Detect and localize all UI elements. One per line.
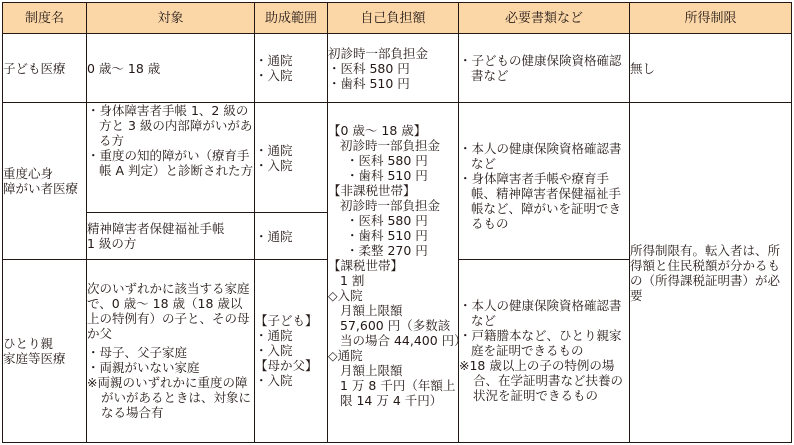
copay-line: ・歯科 510 円 — [328, 75, 410, 91]
child-medical-scope — [255, 34, 328, 103]
single-parent-scope: 【子ども】 ・通院 ・入院 【母か父】 ・入院 — [255, 259, 328, 442]
single-parent-documents — [459, 259, 630, 442]
scope-item: ・通院 — [255, 142, 293, 158]
copay-shared: 【0 歳～ 18 歳】 初診時一部負担金 ・医科 580 円 ・歯科 510 円 【非課税世帯】 初診時一部負担金 ・医科 580 円 ・歯科 510 円 ・柔整 270 円 【課税世帯】 1 割 ◇入院 月額上限額 57,600 円（多数該 当の場合 44,400 円） ◇通院 月額上限額 1 万 8 千円（年額上 限 14 万 4 千円） — [328, 103, 459, 443]
row-disability-a — [3, 103, 792, 213]
header-scope: 助成範囲 — [255, 3, 328, 34]
target-item: ・重度の知的障がい（療育手帳 A 判定）と診断された方 — [87, 148, 253, 179]
header-copay: 自己負担額 — [328, 3, 459, 34]
child-medical-target: 0 歳～ 18 歳 — [87, 34, 255, 103]
header-documents: 必要書類など — [459, 3, 630, 34]
child-medical-income-limit: 無し — [630, 34, 792, 103]
disability-target-a — [87, 103, 255, 213]
target-item: ・母子、父子家庭 — [87, 345, 188, 361]
scope-item: ・通院 — [255, 53, 293, 69]
target-note: ※両親のいずれかに重度の障がいがあるときは、対象になる場合有 — [87, 375, 252, 421]
header-income-limit: 所得制限 — [630, 3, 792, 34]
child-medical-copay — [328, 34, 459, 103]
scope-item: ・入院 — [255, 68, 293, 84]
target-item: ・身体障害者手帳 1、2 級の方と 3 級の内部障がいがある方 — [87, 103, 253, 149]
header-target: 対象 — [87, 3, 255, 34]
child-medical-documents — [459, 34, 630, 103]
copay-line: ・医科 580 円 — [328, 60, 410, 76]
document-item: ・本人の健康保険資格確認書など — [459, 298, 622, 329]
single-parent-target — [87, 259, 255, 442]
scope-item: ・入院 — [255, 157, 293, 173]
document-item: ・戸籍謄本など、ひとり親家庭を証明できるもの — [459, 328, 622, 359]
disability-medical-name: 重度心身 障がい者医療 — [3, 103, 87, 259]
document-item: ・子どもの健康保険資格確認書など — [459, 53, 622, 84]
disability-scope-b — [255, 213, 328, 259]
disability-target-b: 精神障害者保健福祉手帳 1 級の方 — [87, 213, 255, 259]
assistance-table — [2, 2, 792, 443]
header-system-name: 制度名 — [3, 3, 87, 34]
income-limit-shared: 所得制限有。転入者は、所得額と住民税額が分かるもの（所得課税証明書）が必要 — [630, 103, 792, 443]
header-row — [3, 3, 792, 34]
copay-line: 初診時一部負担金 — [328, 45, 429, 61]
document-note: ※18 歳以上の子の特例の場合、在学証明書など扶養の状況を証明できるもの — [459, 358, 624, 404]
target-intro: 次のいずれかに該当する家庭で、0 歳～ 18 歳（18 歳以上の特例有）の子と、その母か父 — [87, 281, 250, 342]
target-item: ・両親がいない家庭 — [87, 360, 200, 376]
disability-documents — [459, 103, 630, 259]
child-medical-name: 子ども医療 — [3, 34, 87, 103]
document-item: ・身体障害者手帳や療育手帳、精神障害者保健福祉手帳など、障がいを証明できるもの — [459, 171, 622, 232]
disability-scope-a — [255, 103, 328, 213]
single-parent-name: ひとり親 家庭等医療 — [3, 259, 87, 442]
scope-item: ・通院 — [255, 228, 293, 244]
row-child-medical — [3, 34, 792, 103]
document-item: ・本人の健康保険資格確認書など — [459, 141, 622, 172]
